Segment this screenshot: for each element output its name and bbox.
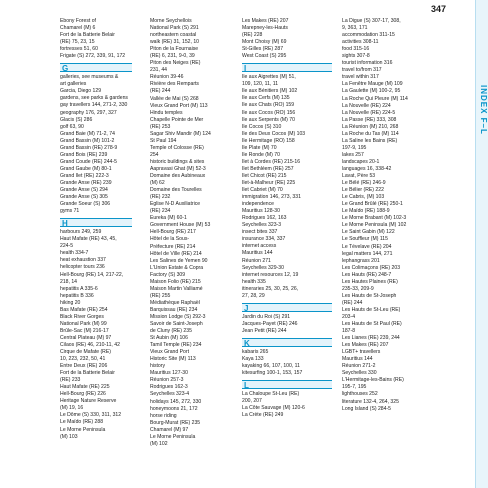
- index-entry: 27, 28, 29: [242, 292, 265, 299]
- index-entry: independence: [242, 201, 275, 208]
- index-entry: Domaine des Aubineaux: [150, 173, 206, 180]
- index-entry: Fort de la Batterie Belair: [60, 32, 115, 39]
- index-entry: art galleries: [60, 81, 87, 88]
- index-entry: Île Hermitage (RO) 158: [242, 137, 295, 144]
- index-entry: Mission Lodge (S) 292-3: [150, 313, 206, 320]
- index-entry: Île Plate (M) 70: [242, 144, 277, 151]
- index-entry: Hell-Bourg (RE) 217: [150, 229, 196, 236]
- index-entry: Lavat, Père 53: [342, 173, 376, 180]
- index-letter-heading: K: [242, 338, 332, 347]
- index-entry: Kaya 133: [242, 355, 264, 362]
- index-entry: Fort de la Batterie Belair: [60, 370, 115, 377]
- index-entry: de Cluny (RE) 235: [150, 328, 192, 335]
- index-entry: Rivière des Remparts: [150, 81, 199, 88]
- index-entry: Chapelle Pointe de Mer: [150, 116, 204, 123]
- index-entry: La Côte Sauvage (M) 120-6: [242, 405, 305, 412]
- index-entry: Barquissau (RE) 234: [150, 306, 198, 313]
- index-column-2: [150, 18, 232, 448]
- index-entry: Black River Gorges: [60, 313, 104, 320]
- index-entry: Maison Folio (RE) 215: [150, 278, 201, 285]
- index-entry: Temple of Colosse (RE): [150, 144, 204, 151]
- index-entry: Morne Seychellois: [150, 18, 192, 24]
- index-entry: horse riding: [150, 412, 177, 419]
- index-entry: health 335: [242, 278, 266, 285]
- index-letter-heading: J: [242, 303, 332, 312]
- index-entry: 224-5: [60, 243, 74, 250]
- index-entry: (RE) 6, 231, 9-0, 39: [150, 53, 195, 60]
- index-entry: Long Island (S) 284-5: [342, 405, 391, 412]
- index-tab-label: INDEX F–L: [479, 85, 488, 135]
- index-entry: Les Makes (RE) 207: [242, 18, 289, 24]
- index-entry: accommodation 311-15: [342, 32, 395, 39]
- index-entry: La Nouvelle (RE) 224-5: [342, 109, 396, 116]
- index-entry: 203-4: [342, 313, 356, 320]
- index-entry: Maison Martin Valliamé: [150, 285, 203, 292]
- index-column-3: [242, 18, 332, 419]
- index-entry: Mauritius 127-30: [150, 370, 188, 377]
- index-entry: Îlet Cabriet (M) 70: [242, 187, 283, 194]
- index-entry: Hell-Bourg (RE) 14, 217-22,: [60, 271, 124, 278]
- index-entry: golf 63, 90: [60, 123, 84, 130]
- index-entry: La Roche Qui Pleure (M) 114: [342, 95, 408, 102]
- index-entry: honeymoons 21, 172: [150, 405, 198, 412]
- index-entry: (RE) 75, 23, 15: [60, 39, 95, 46]
- index-entry: La Chaloupe St-Leu (RE): [242, 391, 300, 398]
- index-entry: Domaine des Tourelles: [150, 187, 202, 194]
- index-entry: Cirque de Mafate (RE): [60, 349, 111, 356]
- index-entry: Îlet à Cordes (RE) 215-16: [242, 158, 301, 165]
- index-entry: insect bites 337: [242, 229, 278, 236]
- index-entry: Entre Deux (RE) 206: [60, 363, 108, 370]
- index-entry: Île Cocos (S) 310: [242, 123, 282, 130]
- index-entry: Réunion 39-46: [150, 74, 184, 81]
- index-entry: (RE) 244: [342, 299, 363, 306]
- index-entry: Réunion 271: [242, 257, 271, 264]
- index-entry: harbours 249, 259: [60, 229, 102, 236]
- index-entry: hepatitis A 335-6: [60, 285, 98, 292]
- index-entry: walk (RE) 31, 152, 10: [150, 39, 199, 46]
- index-entry: La Passe (RE) 333, 308: [342, 116, 397, 123]
- index-entry: La Saline les Bains (RE): [342, 137, 398, 144]
- index-entry: Grand Bassin (RE) 278-9: [60, 144, 118, 151]
- index-entry: National Park (M) 99: [60, 320, 107, 327]
- index-entry: Le Grand Brûlé (RE) 250-1: [342, 201, 403, 208]
- index-entry: languages 16, 338-42: [342, 165, 392, 172]
- index-entry: Factory (S) 309: [150, 271, 186, 278]
- index-entry: (RE) 232: [150, 194, 171, 201]
- index-entry: sights 307-8: [342, 53, 370, 60]
- index-entry: La Roche du Tas (M) 114: [342, 130, 399, 137]
- page-number: 347: [430, 4, 446, 14]
- index-entry: Médiathèque Raphaël: [150, 299, 200, 306]
- index-entry: Les Lianes (RE) 239, 244: [342, 335, 400, 342]
- index-entry: Grande Soeur (S) 306: [60, 201, 111, 208]
- index-entry: Heritage Nature Reserve: [60, 398, 117, 405]
- index-entry: Grand Ilet (RE) 222-3: [60, 172, 109, 179]
- index-entry: Historic Site (M) 113: [150, 356, 196, 363]
- index-entry: (RE) 234: [150, 208, 171, 215]
- index-entry: lighthouses 252: [342, 391, 378, 398]
- index-entry: Seychelles 323-4: [150, 391, 190, 398]
- index-entry: Mauritius 144: [242, 250, 273, 257]
- index-entry: Vieux Grand Port: [150, 349, 189, 356]
- index-entry: Les Salines de Yemen 90: [150, 257, 208, 264]
- index-entry: Mont Choisy (M) 69: [242, 39, 287, 46]
- index-entry: Brûle-Sac (M) 216-17: [60, 327, 109, 334]
- index-entry: Bas Mafate (RE) 254: [60, 306, 108, 313]
- index-entry: Grande Anse (RE) 239: [60, 179, 112, 186]
- index-entry: Grand Bassin (M) 101-2: [60, 137, 115, 144]
- index-entry: gay travellers 144, 271-2, 330: [60, 102, 128, 109]
- index-entry: Préfecture (RE) 214: [150, 243, 196, 250]
- index-entry: La Digue (S) 307-17, 308,: [342, 18, 401, 24]
- index-entry: LGBT+ travellers: [342, 349, 381, 356]
- index-entry: Le Morne Peninsula (M) 102: [342, 222, 407, 229]
- index-entry: Bourg-Murat (RE) 235: [150, 419, 201, 426]
- index-entry: geography 176, 297, 327: [60, 109, 117, 116]
- index-entry: Le Bélier (RE) 222: [342, 187, 384, 194]
- index-entry: fortresses 51, 60: [60, 46, 98, 53]
- index-entry: St Paul 194: [150, 137, 177, 144]
- index-entry: Piton de la Fournaise: [150, 46, 199, 53]
- index-entry: Grand Coude (RE) 244-5: [60, 158, 117, 165]
- index-entry: Haut Mafate (RE) 225: [60, 384, 110, 391]
- index-entry: activities 308-11: [342, 39, 379, 46]
- index-entry: 109, 120, 11, 11: [242, 81, 279, 88]
- index-entry: (M) 19, 16: [60, 405, 84, 412]
- index-side-tab: [475, 0, 488, 488]
- index-entry: (RE) 255: [150, 292, 171, 299]
- index-entry: Les Hauts de St-Joseph: [342, 292, 397, 299]
- index-entry: Garcia, Diego 129: [60, 88, 102, 95]
- index-entry: Frigate (S) 272, 339, 91, 172: [60, 53, 126, 60]
- index-entry: Hôtel de Ville (RE) 214: [150, 250, 202, 257]
- index-entry: Le Souffleur (M) 115: [342, 236, 388, 243]
- index-entry: La Fenêtre Mauge (M) 109: [342, 81, 403, 88]
- index-entry: Île aux Serpents (M) 70: [242, 116, 295, 123]
- index-entry: St-Gilles (RE) 287: [242, 46, 284, 53]
- index-entry: galleries, see museums &: [60, 74, 119, 81]
- index-entry: helicopter tours 236: [60, 264, 105, 271]
- index-entry: Île aux Bénitiers (M) 102: [242, 88, 298, 95]
- index-entry: Le Morne Peninsula: [150, 433, 196, 440]
- index-column-1: [60, 18, 132, 441]
- index-entry: Île aux Cerfs (M) 135: [242, 95, 290, 102]
- index-entry: Central Plateau (M) 97: [60, 334, 112, 341]
- index-entry: Eglise N-D Auxiliatrice: [150, 201, 201, 208]
- index-entry: itineraries 25, 30, 25, 26,: [242, 285, 299, 292]
- index-entry: Jacques-Payet (RE) 246: [242, 320, 298, 327]
- index-entry: Eureka (M) 60-1: [150, 215, 187, 222]
- index-entry: gardens, see parks & gardens: [60, 95, 128, 102]
- index-entry: Le Bélé (RE) 246-9: [342, 180, 386, 187]
- index-entry: Le Morne Brabant (M) 102-3: [342, 215, 407, 222]
- index-entry: Ebony Forest of: [60, 18, 96, 24]
- index-entry: internet access: [242, 243, 277, 250]
- index-entry: lephangrass 201: [342, 257, 380, 264]
- index-entry: lakes 257: [342, 151, 364, 158]
- index-entry: Hell-Bourg (RE) 226: [60, 391, 106, 398]
- index-entry: Grand Baie (M) 71-2, 74: [60, 130, 115, 137]
- index-entry: Le Saint Gabin (M) 122: [342, 229, 395, 236]
- index-entry: tourist information 316: [342, 60, 393, 67]
- index-entry: Piton des Neiges (RE): [150, 60, 201, 67]
- index-entry: (M) 103: [60, 433, 78, 440]
- index-entry: 218, 14: [60, 278, 77, 285]
- index-entry: Seychelles 330: [342, 370, 377, 377]
- index-entry: 200, 207: [242, 398, 262, 405]
- index-entry: Îlet Bethléem (RE) 257: [242, 165, 294, 172]
- index-entry: Cilaos (RE) 46, 210-11, 42: [60, 341, 120, 348]
- index-entry: northeastern coastal: [150, 32, 197, 39]
- index-entry: Chamarel (M) 6: [60, 25, 96, 32]
- index-entry: kayaking 66, 107, 100, 11: [242, 363, 300, 370]
- index-entry: Grande Anse (S) 305: [60, 194, 108, 201]
- index-entry: Government House (M) 53: [150, 222, 211, 229]
- index-entry: 197-9, 195: [342, 144, 367, 151]
- index-entry: Îlet Chicot (RE) 215: [242, 172, 287, 179]
- index-entry: history: [150, 363, 166, 370]
- index-entry: Le Dôme (S) 330, 311, 312: [60, 412, 122, 419]
- index-entry: insurance 334, 337: [242, 236, 286, 243]
- index-entry: (RE) 228: [242, 32, 263, 39]
- index-letter-heading: I: [242, 63, 332, 72]
- index-entry: L'Hermitage-les-Bains (RE): [342, 377, 404, 384]
- index-entry: 254: [150, 151, 159, 158]
- index-entry: travel to/from 317: [342, 67, 382, 74]
- index-entry: holidays 145, 272, 330: [150, 398, 202, 405]
- index-entry: Le Maïdo (RE) 288: [60, 419, 104, 426]
- index-entry: hiking 20: [60, 299, 81, 306]
- index-entry: (RE) 253: [150, 123, 171, 130]
- index-entry: Hôtel de la Sous-: [150, 236, 190, 243]
- index-entry: (RE) 244: [150, 88, 171, 95]
- index-entry: legal matters 144, 271: [342, 250, 393, 257]
- index-entry: West Coast (S) 295: [242, 53, 287, 60]
- index-entry: (M) 102: [150, 440, 168, 447]
- index-letter-heading: H: [60, 218, 132, 227]
- index-entry: immigration 146, 273, 331: [242, 194, 301, 201]
- index-entry: Île aux Chats (RO) 159: [242, 102, 295, 109]
- index-entry: La Réunion (M) 210, 268: [342, 123, 399, 130]
- index-entry: St Aubin (M) 106: [150, 335, 188, 342]
- index-entry: Vallée de Mai (S) 268: [150, 95, 199, 102]
- index-entry: literature 132-4, 264, 325: [342, 398, 399, 405]
- index-entry: Île des Deux Cocos (M) 103: [242, 130, 306, 137]
- index-entry: 235-33, 209-9: [342, 285, 374, 292]
- index-entry: National Park (S) 291: [150, 25, 199, 32]
- index-entry: Grande Anse (S) 294: [60, 187, 108, 194]
- index-entry: Chamarel (M) 97: [150, 426, 189, 433]
- index-entry: Les Hauts de St-Leu (RE): [342, 306, 401, 313]
- index-entry: travel within 317: [342, 74, 379, 81]
- index-entry: Rodrigues 162, 163: [242, 215, 287, 222]
- index-entry: Haut Mafate (RE) 43, 45,: [60, 236, 117, 243]
- index-entry: Réunion 257-3: [150, 377, 184, 384]
- index-entry: historic buildings & sites: [150, 158, 205, 165]
- index-entry: gyms 71: [60, 208, 80, 215]
- index-entry: Mauritius 144: [342, 356, 373, 363]
- index-entry: Glacis (S) 286: [60, 116, 93, 123]
- index-entry: Hindu temples: [150, 109, 183, 116]
- index-entry: La Gaulette (M) 100-2, 95: [342, 88, 401, 95]
- index-entry: Savoir de Saint-Joseph: [150, 321, 203, 328]
- index-entry: Le Morne Peninsula: [60, 426, 106, 433]
- index-entry: landscapes 20-1: [342, 158, 380, 165]
- index-entry: Les Makes (RE) 207: [342, 342, 389, 349]
- index-entry: 187-8: [342, 328, 356, 335]
- index-letter-heading: L: [242, 380, 332, 389]
- index-entry: 195-7, 195: [342, 384, 367, 391]
- index-entry: Mauritius 128-30: [242, 208, 280, 215]
- index-entry: 231, 44: [150, 67, 167, 74]
- index-entry: (M) 62: [150, 180, 165, 187]
- index-entry: internet resources 12, 19: [242, 271, 299, 278]
- index-entry: Île Ronde (M) 70: [242, 151, 280, 158]
- index-entry: heat exhaustion 337: [60, 257, 106, 264]
- index-entry: hepatitis B 336: [60, 292, 94, 299]
- index-entry: Grand Bois (RE) 239: [60, 151, 108, 158]
- index-entry: (RE) 233: [60, 377, 81, 384]
- index-entry: kitesurfing 100-1, 153, 157: [242, 370, 303, 377]
- index-entry: kabaris 265: [242, 348, 269, 355]
- index-entry: Rodrigues 162-3: [150, 384, 188, 391]
- index-column-4: [342, 18, 428, 413]
- index-entry: Aapravasi Ghat (M) 52-3: [150, 165, 206, 172]
- index-entry: Le Cabris, (M) 103: [342, 194, 385, 201]
- index-entry: La Crète (RE) 249: [242, 412, 284, 419]
- index-entry: Île aux Cocos (RO) 156: [242, 109, 296, 116]
- index-entry: Les Hauts de St Paul (RE): [342, 321, 402, 328]
- index-entry: 10, 223, 232, 50, 41: [60, 356, 106, 363]
- index-entry: Les Hautes Plaines (RE): [342, 278, 398, 285]
- index-entry: Le Tévelave (RE) 204: [342, 243, 392, 250]
- index-entry: Jardin du Roi (S) 291: [242, 313, 291, 320]
- index-entry: Seychelles 323-3: [242, 222, 282, 229]
- index-entry: food 315-16: [342, 46, 370, 53]
- index-entry: Sagar Shiv Mandir (M) 124: [150, 130, 211, 137]
- index-entry: Réunion 271-2: [342, 363, 376, 370]
- index-entry: Grand Gaube (M) 80-1: [60, 165, 112, 172]
- index-entry: Jean Petit (RE) 244: [242, 327, 287, 334]
- index-letter-heading: G: [60, 63, 132, 72]
- index-entry: La Nouvelle (RE) 224: [342, 102, 391, 109]
- index-entry: Tamil Temple (RE) 234: [150, 342, 202, 349]
- index-entry: Îlet-à-Malheur (RE) 225: [242, 179, 296, 186]
- index-entry: Île aux Aigrettes (M) 51,: [242, 74, 296, 81]
- index-entry: Le Maïdo (RE) 188-9: [342, 208, 390, 215]
- index-entry: Marepney-les-Hauts: [242, 25, 288, 32]
- index-entry: Vieux Grand Port (M) 113: [150, 102, 208, 109]
- index-entry: Les Colimaçons (RE) 203: [342, 264, 401, 271]
- index-entry: Les Hauts (RE) 248-7: [342, 271, 392, 278]
- index-entry: Seychelles 329-30: [242, 264, 284, 271]
- index-entry: health 334-7: [60, 250, 89, 257]
- index-entry: 9, 363, 171: [342, 25, 368, 32]
- index-entry: L'Union Estate & Copra: [150, 264, 204, 271]
